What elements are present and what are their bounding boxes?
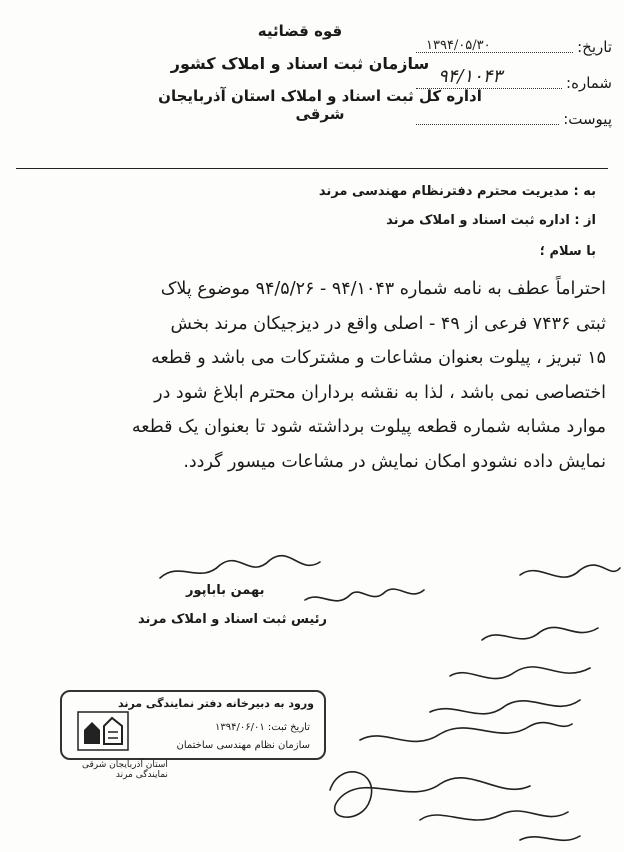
handwritten-scribbles xyxy=(160,556,620,841)
stamp-date-value: ۱۳۹۴/۰۶/۰۱ xyxy=(215,722,265,733)
stamp-office: نمایندگی مرند xyxy=(115,770,168,780)
signer-title: رئیس ثبت اسناد و املاک مرند xyxy=(138,612,328,627)
margin-note-3 xyxy=(450,667,590,679)
stamp-province: استان آذربایجان شرقی xyxy=(82,760,168,770)
signer-name: بهمن باباپور xyxy=(186,583,265,598)
body-line: اختصاصی نمی باشد ، لذا به نقشه برداران محترم ابلاغ شود در xyxy=(154,382,606,403)
to-line: به : مدیریت محترم دفترنظام مهندسی مرند xyxy=(318,184,596,199)
department-title: اداره کل ثبت اسناد و املاک استان آذربایجان شرقی xyxy=(158,87,482,123)
bottom-signature-loop xyxy=(330,772,530,817)
attachment-label: پیوست: xyxy=(563,110,612,128)
body-line: احتراماً عطف به نامه شماره ۹۴/۱۰۴۳ - ۹۴/۵/۲۶ موضوع پلاک xyxy=(160,279,606,299)
margin-note-2 xyxy=(482,627,598,640)
body-line: نمایش داده نشودو امکان نمایش در مشاعات میسور گردد. xyxy=(183,451,606,472)
judiciary-title: قوه قضائیه xyxy=(257,22,343,40)
margin-note-1 xyxy=(520,565,620,577)
from-line: از : اداره ثبت اسناد و املاک مرند xyxy=(386,213,596,228)
bottom-scribble xyxy=(420,811,568,820)
bottom-corner-note xyxy=(520,836,580,840)
number-label: شماره: xyxy=(566,74,612,92)
body-line: موارد مشابه شماره قطعه پیلوت برداشته شود تا بعنوان یک قطعه xyxy=(131,417,606,437)
date-label: تاریخ: xyxy=(577,38,612,56)
body-line: ۱۵ تبریز ، پیلوت بعنوان مشاعات و مشترکات می باشد و قطعه xyxy=(151,348,606,368)
stamp-org: سازمان نظام مهندسی ساختمان xyxy=(176,740,310,751)
margin-note-4 xyxy=(430,700,580,714)
signature-scribble xyxy=(160,556,320,578)
handwritten-number: ۹۴/۱۰۴۳ xyxy=(438,66,503,87)
organization-title: سازمان ثبت اسناد و املاک کشور xyxy=(170,54,430,73)
stamp-date-label: تاریخ ثبت: xyxy=(267,722,310,733)
stamp-title: ورود به دبیرخانه دفتر نمایندگی مرند xyxy=(117,697,314,710)
signature-date-scribble xyxy=(305,589,424,601)
greeting-line: با سلام ؛ xyxy=(539,244,596,259)
handwritten-date: ۱۳۹۴/۰۵/۳۰ xyxy=(426,38,491,53)
body-line: ثبتی ۷۴۳۶ فرعی از ۴۹ - اصلی واقع در دیزجیکان مرند بخش xyxy=(170,313,606,334)
margin-note-5 xyxy=(360,723,572,742)
